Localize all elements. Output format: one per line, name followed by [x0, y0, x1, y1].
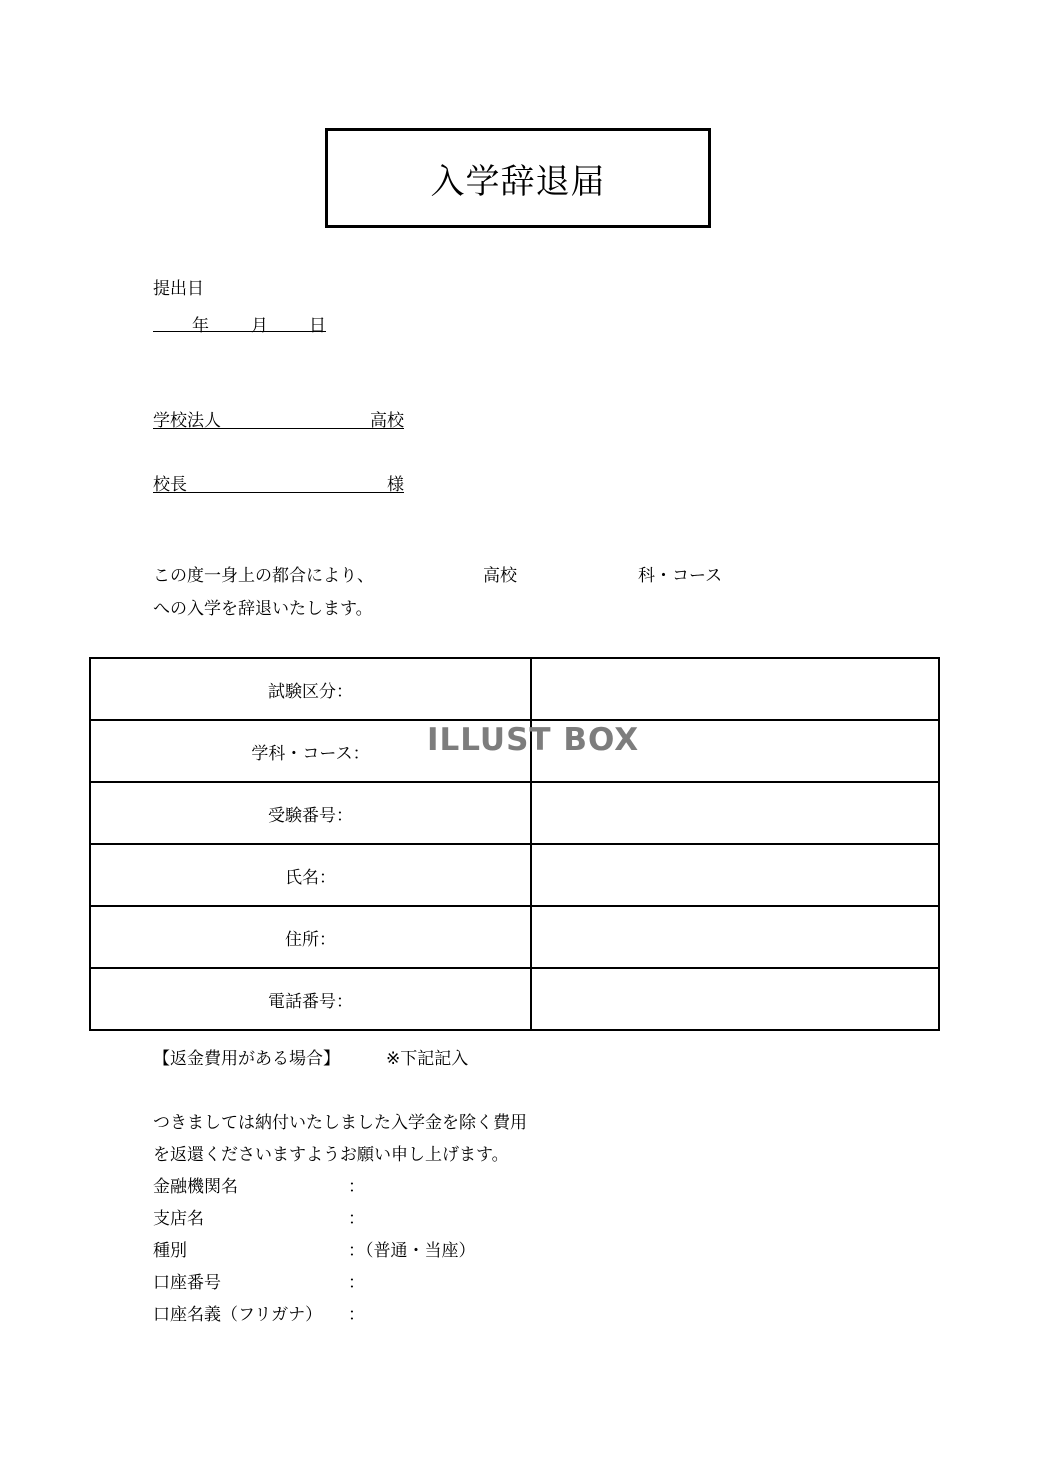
- statement-line1-b: 高校: [483, 566, 517, 586]
- exam-category-input[interactable]: [531, 658, 939, 720]
- phone-number-label: 電話番号：: [90, 968, 531, 1030]
- statement-line1-c: 科・コース: [638, 566, 723, 586]
- exam-number-label: 受験番号：: [90, 782, 531, 844]
- account-number-input[interactable]: ：: [348, 1273, 365, 1293]
- account-holder-label: 口座名義（フリガナ）: [153, 1305, 323, 1325]
- document-title-text: 入学辞退届: [430, 161, 606, 202]
- table-row: [90, 782, 939, 844]
- exam-number-input[interactable]: [531, 782, 939, 844]
- address-label: 住所：: [90, 906, 531, 968]
- school-name-field[interactable]: [153, 406, 404, 429]
- school-suffix: 高校: [370, 411, 404, 431]
- statement-line1-a: この度一身上の都合により、: [153, 566, 374, 586]
- principal-suffix: 様: [387, 475, 404, 495]
- address-input[interactable]: [531, 906, 939, 968]
- name-label: 氏名：: [90, 844, 531, 906]
- department-course-label: 学科・コース：: [90, 720, 531, 782]
- document-title: [325, 128, 711, 228]
- month-label: 月: [251, 316, 268, 336]
- bank-name-input[interactable]: ：: [348, 1177, 365, 1197]
- year-label: 年: [192, 316, 209, 336]
- branch-name-label: 支店名: [153, 1209, 204, 1229]
- account-type-input[interactable]: ：（普通・当座）: [348, 1241, 476, 1261]
- refund-paragraph-line2: を返還くださいますようお願い申し上げます。: [153, 1145, 509, 1165]
- exam-category-label: 試験区分：: [90, 658, 531, 720]
- refund-paragraph-line1: つきましては納付いたしました入学金を除く費用: [153, 1113, 527, 1133]
- account-type-label: 種別: [153, 1241, 187, 1261]
- name-input[interactable]: [531, 844, 939, 906]
- table-row: [90, 658, 939, 720]
- principal-name-field[interactable]: [153, 470, 404, 493]
- refund-heading: 【返金費用がある場合】: [153, 1049, 340, 1069]
- account-holder-input[interactable]: ：: [348, 1305, 365, 1325]
- applicant-info-table: [89, 657, 940, 1031]
- refund-note: ※下記記入: [386, 1049, 469, 1069]
- table-row: [90, 844, 939, 906]
- submission-date-field[interactable]: [153, 309, 326, 336]
- school-prefix: 学校法人: [153, 411, 221, 431]
- branch-name-input[interactable]: ：: [348, 1209, 365, 1229]
- bank-name-label: 金融機関名: [153, 1177, 238, 1197]
- statement-line2: への入学を辞退いたします。: [153, 599, 373, 619]
- table-row: [90, 968, 939, 1030]
- account-number-label: 口座番号: [153, 1273, 221, 1293]
- submission-date-label: 提出日: [153, 279, 204, 299]
- principal-prefix: 校長: [153, 475, 187, 495]
- watermark: ILLUST BOX: [427, 722, 640, 758]
- phone-number-input[interactable]: [531, 968, 939, 1030]
- day-label: 日: [309, 316, 326, 336]
- table-row: [90, 906, 939, 968]
